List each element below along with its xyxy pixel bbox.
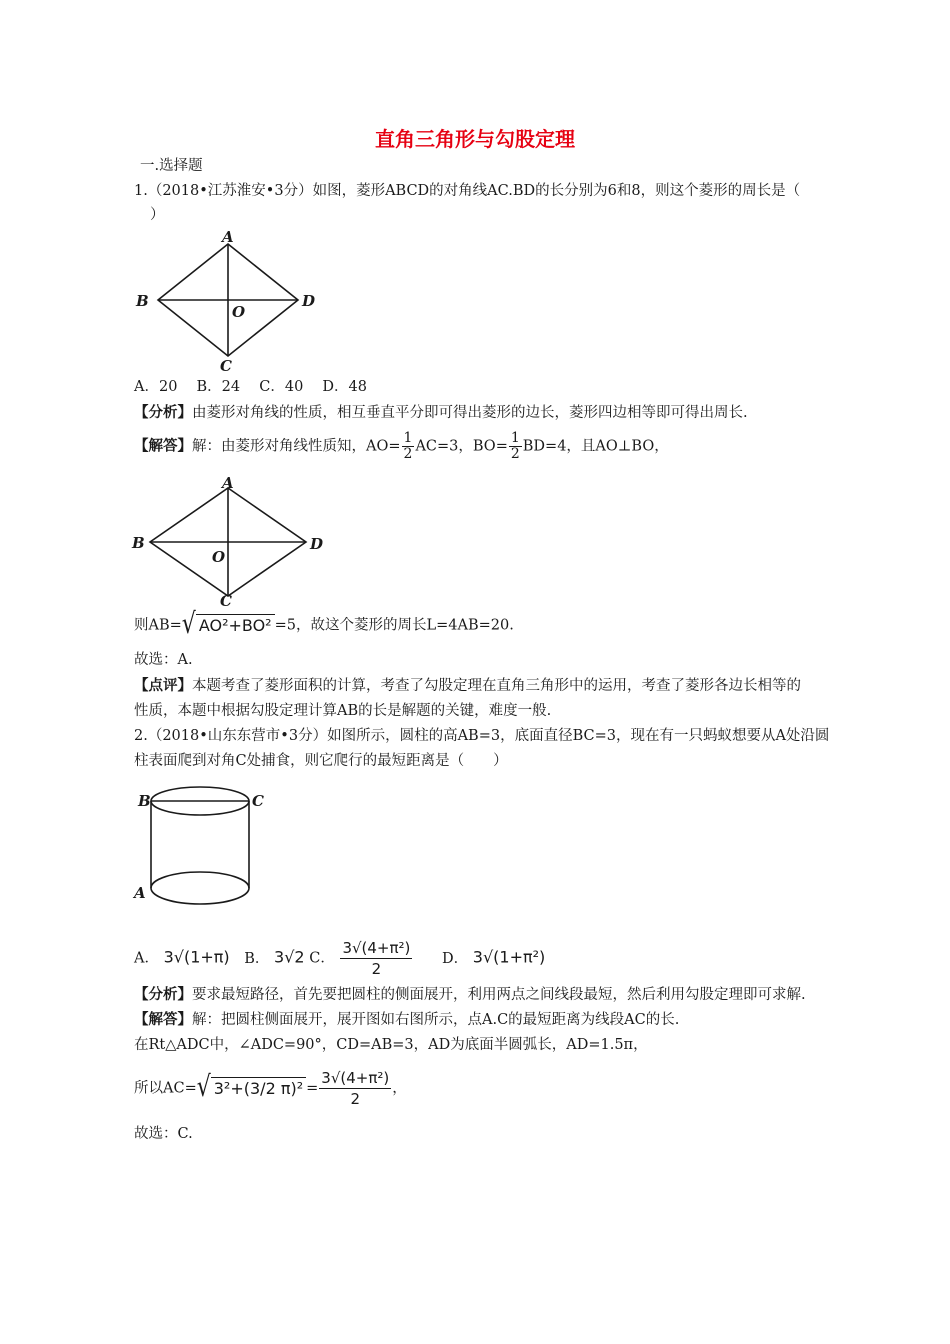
analysis-tag: 【分析】 — [134, 404, 192, 421]
q1-solution: 【解答】解：由菱形对角线性质知，AO= $\frac{1}{2}$ AC=3，BO= $\frac{1}{2}$ BD=4，且AO⊥BO， — [134, 430, 669, 462]
q1-comment-line1: 【点评】本题考查了菱形面积的计算，考查了勾股定理在直角三角形中的运用，考查了菱形各边长相等的 — [134, 677, 801, 694]
analysis-text: 由菱形对角线的性质，相互垂直平分即可得出菱形的边长，菱形四边相等即可得出周长. — [192, 405, 748, 421]
q2-ac-line: 所以AC=√ 3²+(3/2 π)² = $\frac{\text{3√(4+π²)}}{2}$ ， — [134, 1069, 407, 1108]
q2-opt-b-label: B． — [244, 950, 270, 967]
label-d: D — [302, 292, 316, 310]
q2-options — [134, 938, 545, 979]
q2-stem-line2: 柱表面爬到对角C处捕食，则它爬行的最短距离是（ ） — [134, 753, 508, 769]
q2-solution: 【解答】解：把圆柱侧面展开，展开图如右图所示，点A.C的最短距离为线段AC的长. — [134, 1011, 680, 1028]
q2-stem-line1: 2.（2018•山东东营市•3分）如图所示，圆柱的高AB=3，底面直径BC=3，现在有一只蚂蚁想要从A处沿圆 — [134, 728, 830, 744]
q2-opt-b: 3√2 — [274, 947, 305, 967]
q2-opt-c-den: 2 — [371, 960, 382, 978]
label-cyl-b: B — [138, 792, 151, 810]
q1-stem-line1: 1.（2018•江苏淮安•3分）如图，菱形ABCD的对角线AC.BD的长分别为6和8，则这个菱形的周长是（ — [134, 183, 801, 199]
q2-analysis: 【分析】要求最短路径，首先要把圆柱的侧面展开，利用两点之间线段最短，然后利用勾股定理即可求解. — [134, 986, 806, 1003]
label-c: C — [220, 357, 232, 375]
cylinder-figure — [128, 784, 278, 914]
label-o: O — [232, 303, 246, 321]
ac-radicand: 3²+(3/2 π)² — [211, 1077, 306, 1099]
q2-choose: 故选：C. — [134, 1126, 193, 1142]
ac-den: 2 — [350, 1090, 361, 1108]
q1-choose: 故选：A. — [134, 652, 193, 668]
q2-opt-c-label: C． — [309, 950, 335, 967]
section-heading: 一.选择题 — [140, 158, 203, 174]
label-c-2: C — [220, 592, 232, 610]
q1-analysis — [134, 403, 748, 423]
q2-rt-line: 在Rt△ADC中，∠ADC=90°，CD=AB=3，AD为底面半圆弧长，AD=1.5π， — [134, 1037, 648, 1053]
analysis-tag-2: 【分析】 — [134, 986, 192, 1003]
q1-options: A．20 B．24 C．40 D．48 — [134, 379, 367, 395]
q2-opt-a: 3√(1+π) — [163, 947, 230, 967]
label-b-2: B — [132, 534, 145, 552]
ac-num: 3√(4+π²) — [321, 1069, 390, 1087]
label-cyl-c: C — [252, 792, 264, 810]
q2-opt-a-label: A． — [134, 950, 159, 967]
q1-stem-line2: ） — [150, 207, 165, 223]
q2-opt-d-label: D． — [442, 950, 469, 967]
label-b: B — [136, 292, 149, 310]
solution-tag: 【解答】 — [134, 437, 192, 455]
label-cyl-a: A — [134, 884, 146, 902]
label-a-2: A — [222, 474, 234, 492]
q1-ab-line: 则AB=√ AO²+BO² =5，故这个菱形的周长L=4AB=20. — [134, 608, 514, 641]
page-title: 直角三角形与勾股定理 — [375, 127, 575, 151]
label-d-2: D — [310, 535, 324, 553]
q1-comment-line2: 性质，本题中根据勾股定理计算AB的长是解题的关键，难度一般. — [134, 703, 552, 719]
rhombus-figure-1 — [128, 228, 328, 378]
solution-tag-2: 【解答】 — [134, 1011, 192, 1028]
q2-opt-d: 3√(1+π²) — [472, 947, 546, 967]
rhombus-figure-2 — [128, 474, 338, 614]
label-a: A — [222, 228, 234, 246]
q2-opt-c-num: 3√(4+π²) — [342, 939, 411, 957]
label-o-2: O — [212, 548, 226, 566]
comment-tag: 【点评】 — [134, 677, 192, 694]
